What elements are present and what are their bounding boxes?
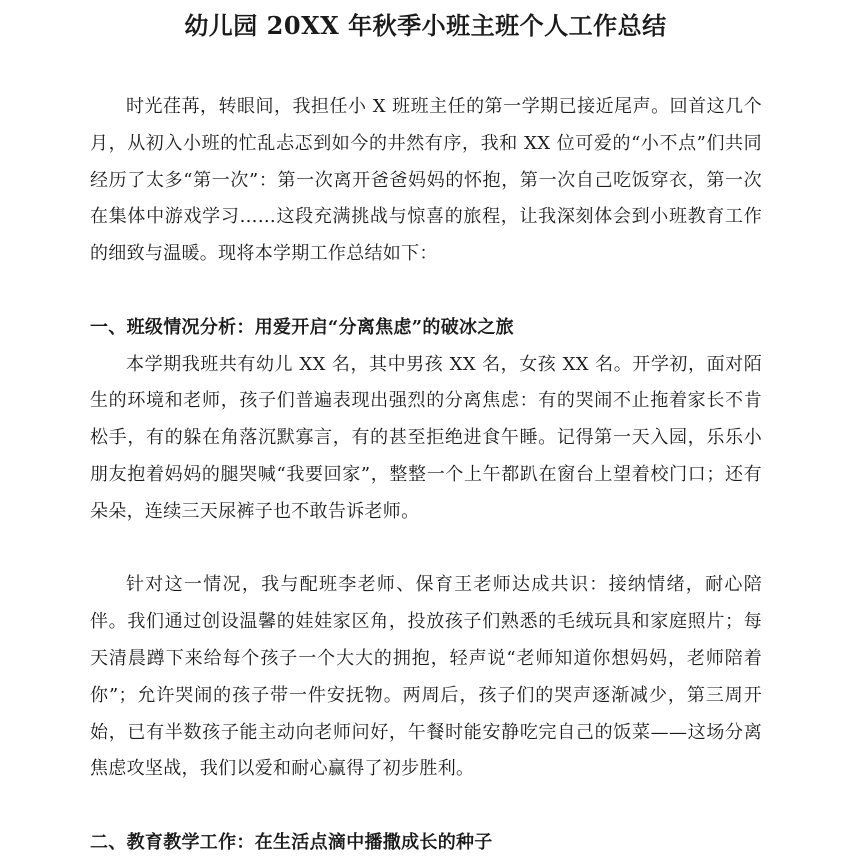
document-title: 幼儿园 20XX 年秋季小班主班个人工作总结 xyxy=(184,11,667,40)
intro-paragraph: 时光荏苒，转眼间，我担任小 X 班班主任的第一学期已接近尾声。回首这几个月，从初入小班的忙乱忐忑到如今的井然有序，我和 XX 位可爱的“小不点”们共同经历了太多“第一次”：第一次离开爸爸妈妈的怀抱，第一次自己吃饭穿衣，第一次在集体中游戏学习……这段充满挑战与惊喜的旅程，让我深刻体会到小班教育工作的细致与温暖。现将本学期工作总结如下： xyxy=(90,96,762,265)
class-analysis-paragraph: 本学期我班共有幼儿 XX 名，其中男孩 XX 名，女孩 XX 名。开学初，面对陌生的环境和老师，孩子们普遍表现出强烈的分离焦虑：有的哭闹不止拖着家长不肯松手，有的躲在角落沉默寡言，有的甚至拒绝进食午睡。记得第一天入园，乐乐小朋友抱着妈妈的腿哭喊“我要回家”，整整一个上午都趴在窗台上望着校门口；还有朵朵，连续三天尿裤子也不敢告诉老师。 xyxy=(90,353,762,522)
section-heading-class-analysis: 一、班级情况分析：用爱开启“分离焦虑”的破冰之旅 xyxy=(90,316,514,338)
blank-line xyxy=(90,531,762,568)
separation-anxiety-paragraph: 针对这一情况，我与配班李老师、保育王老师达成共识：接纳情绪，耐心陪伴。我们通过创设温馨的娃娃家区角，投放孩子们熟悉的毛绒玩具和家庭照片；每天清晨蹲下来给每个孩子一个大大的拥抱，轻声说“老师知道你想妈妈，老师陪着你”；允许哭闹的孩子带一件安抚物。两周后，孩子们的哭声逐渐减少，第三周开始，已有半数孩子能主动向老师问好，午餐时能安静吃完自己的饭菜——这场分离焦虑攻坚战，我们以爱和耐心赢得了初步胜利。 xyxy=(90,574,762,780)
section-heading-teaching-work: 二、教育教学工作：在生活点滴中播撒成长的种子 xyxy=(90,831,493,853)
blank-line xyxy=(90,273,762,310)
blank-line xyxy=(90,788,762,825)
document-body xyxy=(90,89,762,858)
